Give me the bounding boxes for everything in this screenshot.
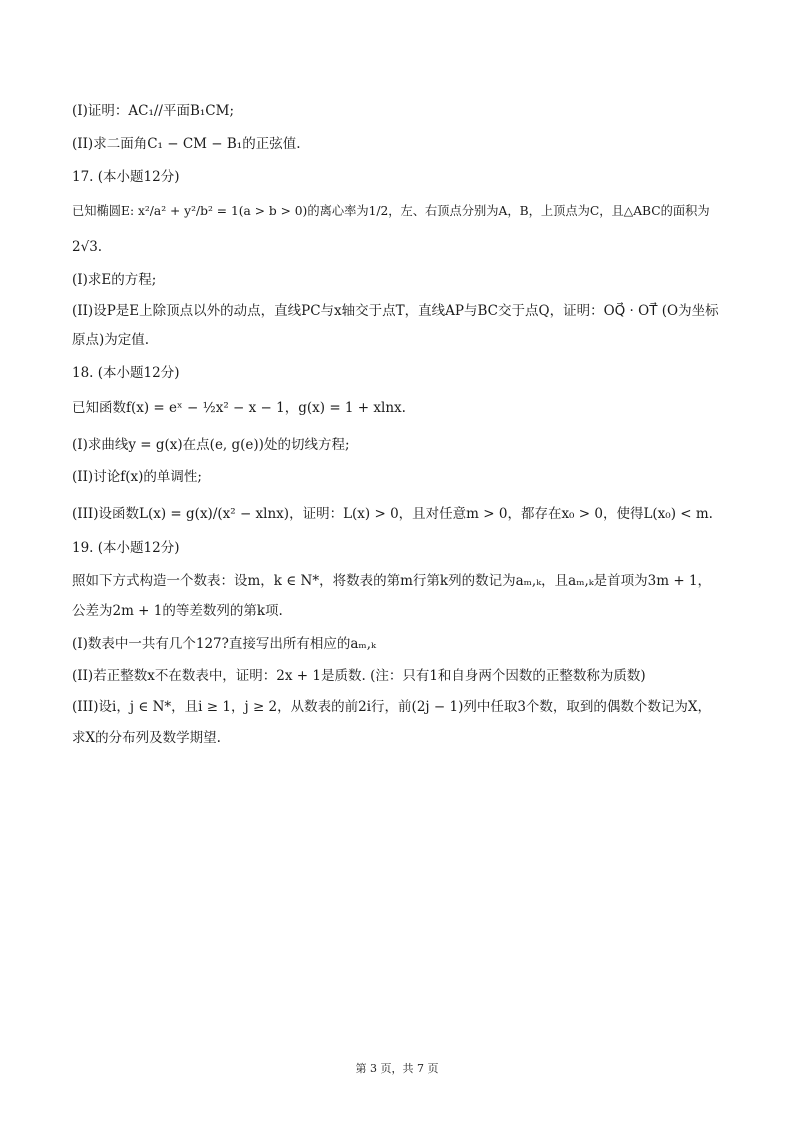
text-line: (III)设函数L(x) = g(x)/(x² − xlnx)，证明：L(x) > 0，且对任意m > 0，都存在x₀ > 0，使得L(x₀) < m.: [72, 506, 713, 522]
text-line: 照如下方式构造一个数表：设m，k ∈ N*，将数表的第m行第k列的数记为aₘ,ₖ，且aₘ,ₖ是首项为3m + 1，: [72, 573, 712, 589]
text-line: 原点)为定值.: [72, 332, 150, 348]
text-line: 求X的分布列及数学期望.: [72, 730, 221, 746]
text-line: 已知椭圆E: x²/a² + y²/b² = 1(a > b > 0)的离心率为1/2，左、右顶点分别为A，B，上顶点为C，且△ABC的面积为: [72, 204, 710, 218]
text-line: (I)求E的方程;: [72, 272, 157, 288]
page-footer: 第 3 页，共 7 页: [355, 1062, 439, 1075]
text-line: (I)求曲线y = g(x)在点(e, g(e))处的切线方程;: [72, 437, 350, 453]
text-line: 公差为2m + 1的等差数列的第k项.: [72, 603, 283, 619]
question-heading: 18. (本小题12分): [72, 365, 180, 381]
text-line: 2√3.: [72, 239, 103, 255]
question-heading: 19. (本小题12分): [72, 540, 180, 556]
text-line: (I)数表中一共有几个127?直接写出所有相应的aₘ,ₖ: [72, 636, 376, 652]
text-line: (II)若正整数x不在数表中，证明：2x + 1是质数. (注：只有1和自身两个因数的正整数称为质数): [72, 668, 646, 684]
text-line: (II)求二面角C₁ − CM − B₁的正弦值.: [72, 136, 301, 152]
text-line: (III)设i，j ∈ N*，且i ≥ 1，j ≥ 2，从数表的前2i行，前(2j − 1)列中任取3个数，取到的偶数个数记为X，: [72, 699, 712, 715]
text-line: (II)讨论f(x)的单调性;: [72, 469, 202, 485]
text-line: 已知函数f(x) = eˣ − ½x² − x − 1，g(x) = 1 + xlnx.: [72, 400, 406, 416]
text-line: (II)设P是E上除顶点以外的动点，直线PC与x轴交于点T，直线AP与BC交于点Q，证明：OQ⃗ · OT⃗ (O为坐标: [72, 303, 719, 319]
question-heading: 17. (本小题12分): [72, 169, 180, 185]
text-line: (I)证明：AC₁//平面B₁CM;: [72, 103, 234, 119]
